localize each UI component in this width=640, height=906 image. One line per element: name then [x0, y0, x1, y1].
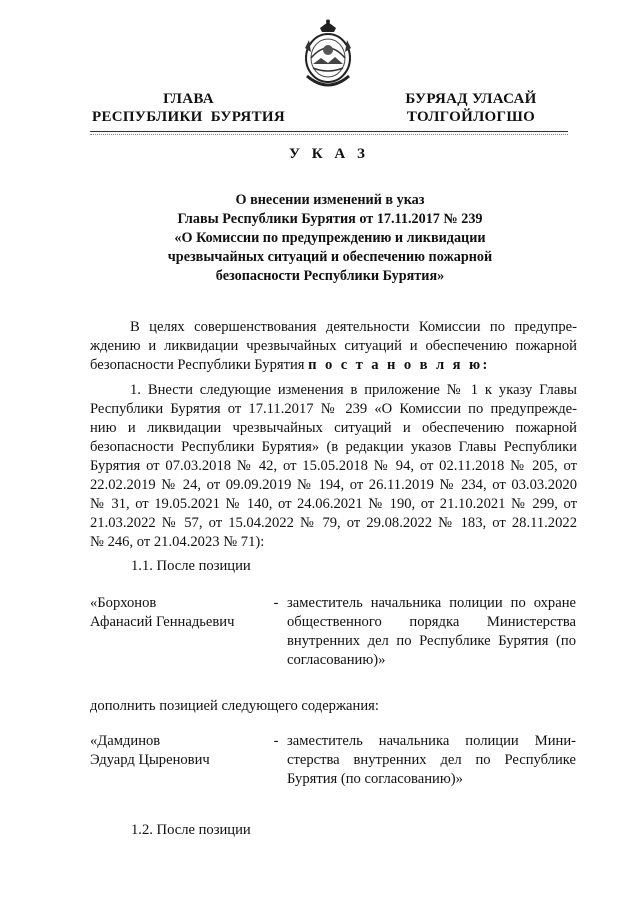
position-entry-new	[90, 732, 580, 792]
position-person-name	[90, 732, 265, 770]
subject-line: чрезвычайных ситуаций и обеспечению пожарной	[167, 249, 493, 265]
header-left-line1: ГЛАВА	[163, 91, 214, 107]
description-line: стерства внутренних дел по Республике	[287, 752, 576, 768]
sub-item-1-1: 1.1. После позиции	[131, 558, 251, 574]
add-position-text: дополнить позицией следующего содержания:	[90, 698, 379, 714]
decree-word: п о с т а н о в л я ю:	[308, 357, 490, 373]
person-given-names: Афанасий Геннадьевич	[90, 614, 235, 630]
preamble-last-prefix: безопасности Республики Бурятия	[90, 357, 309, 373]
decree-subject	[120, 191, 540, 286]
position-description	[287, 732, 576, 789]
item-1-line: 21.03.2022 № 57, от 15.04.2022 № 79, от 29.08.2022 № 183, от 28.11.2022	[90, 515, 577, 531]
header-right-line1: БУРЯАД УЛАСАЙ	[405, 91, 537, 107]
description-line: внутренних дел по Республике Бурятия (по	[287, 633, 576, 649]
subject-line: Главы Республики Бурятия от 17.11.2017 № 239	[177, 211, 483, 227]
item-1-paragraph	[90, 381, 577, 552]
item-1-line: Республики Бурятия от 17.11.2017 № 239 «О Комиссии по предупрежде-	[90, 401, 577, 417]
position-description	[287, 594, 576, 670]
description-line: заместитель начальника полиции Мини-	[287, 733, 576, 749]
description-line: Бурятия (по согласованию)»	[287, 771, 463, 787]
position-dash: -	[273, 595, 279, 611]
header-divider	[90, 131, 568, 132]
subject-line: «О Комиссии по предупреждению и ликвидации	[174, 230, 486, 246]
description-line: заместитель начальника полиции по охране	[287, 595, 576, 611]
description-line: согласованию)»	[287, 652, 386, 668]
preamble-paragraph	[90, 318, 577, 375]
description-line: общественного порядка Министерства	[287, 614, 576, 630]
item-1-line: Бурятия от 07.03.2018 № 42, от 15.05.2018 № 94, от 02.11.2018 № 205, от	[90, 458, 577, 474]
coat-of-arms-emblem	[297, 18, 359, 94]
subject-line: безопасности Республики Бурятия»	[215, 268, 445, 284]
item-1-line: № 31, от 19.05.2021 № 140, от 24.06.2021 № 190, от 21.10.2021 № 299, от	[90, 496, 577, 512]
header-right-line2: ТОЛГОЙЛОГШО	[406, 109, 536, 125]
item-1-line: 1. Внести следующие изменения в приложение № 1 к указу Главы	[130, 382, 577, 398]
person-surname: «Борхонов	[90, 595, 157, 611]
item-1-line: безопасности Республики Бурятия» (в редакции указов Главы Республики	[90, 439, 577, 455]
position-dash: -	[273, 733, 279, 749]
position-person-name	[90, 594, 265, 632]
person-surname: «Дамдинов	[90, 733, 161, 749]
item-1-line: нию и ликвидации чрезвычайных ситуаций и обеспечению пожарной	[90, 420, 577, 436]
sub-item-1-2: 1.2. После позиции	[131, 822, 251, 838]
preamble-line-last	[90, 356, 577, 375]
position-entry-existing	[90, 594, 580, 674]
header-right	[376, 90, 566, 126]
item-1-line: 22.02.2019 № 24, от 09.09.2019 № 194, от 26.11.2019 № 234, от 03.03.2020	[90, 477, 577, 493]
item-1-line: № 246, от 21.04.2023 № 71):	[90, 534, 265, 550]
header-left	[86, 90, 291, 126]
header-divider-dotted	[90, 134, 568, 135]
person-given-names: Эдуард Цыренович	[90, 752, 210, 768]
header-left-line2: РЕСПУБЛИКИ БУРЯТИЯ	[92, 109, 285, 125]
preamble-line: В целях совершенствования деятельности Комиссии по предупре-	[130, 319, 577, 335]
preamble-line: ждению и ликвидации чрезвычайных ситуаций и обеспечению пожарной	[90, 338, 577, 354]
subject-line: О внесении изменений в указ	[235, 192, 425, 208]
document-title: У К А З	[289, 146, 369, 162]
